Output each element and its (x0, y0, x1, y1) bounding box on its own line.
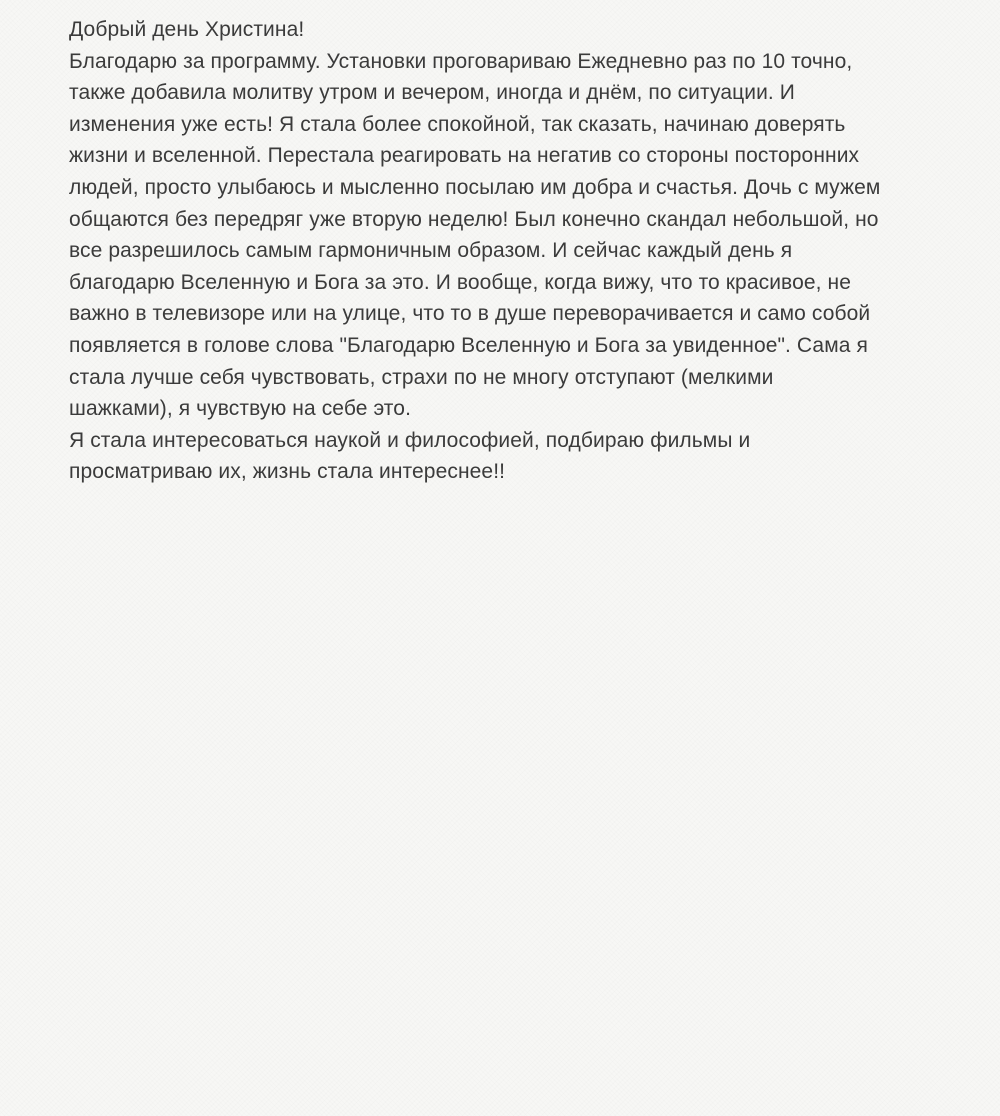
note-line: благодарю Вселенную и Бога за это. И вообще, когда вижу, что то красивое, не (69, 270, 851, 294)
note-line: людей, просто улыбаюсь и мысленно посылаю им добра и счастья. Дочь с мужем (69, 175, 881, 199)
note-line: Я стала интересоваться наукой и философией, подбираю фильмы и (69, 428, 751, 452)
note-line: важно в телевизоре или на улице, что то в душе переворачивается и само собой (69, 302, 871, 326)
note-line: появляется в голове слова "Благодарю Вселенную и Бога за увиденное". Сама я (69, 333, 868, 357)
note-line: жизни и вселенной. Перестала реагировать на негатив со стороны посторонних (69, 144, 860, 168)
note-text[interactable] (69, 14, 949, 488)
note-line: просматриваю их, жизнь стала интереснее!! (69, 460, 506, 484)
note-line: шажками), я чувствую на себе это. (69, 397, 412, 421)
note-line: Добрый день Христина! (69, 18, 305, 41)
note-line: также добавила молитву утром и вечером, иногда и днём, по ситуации. И (69, 81, 795, 105)
note-line: все разрешилось самым гармоничным образом. И сейчас каждый день я (69, 239, 793, 263)
note-line: Благодарю за программу. Установки проговариваю Ежедневно раз по 10 точно, (69, 49, 853, 73)
note-line: изменения уже есть! Я стала более спокойной, так сказать, начинаю доверять (69, 112, 846, 136)
note-line: стала лучше себя чувствовать, страхи по не многу отступают (мелкими (69, 365, 774, 389)
note-line: общаются без передряг уже вторую неделю! Был конечно скандал небольшой, но (69, 207, 879, 231)
